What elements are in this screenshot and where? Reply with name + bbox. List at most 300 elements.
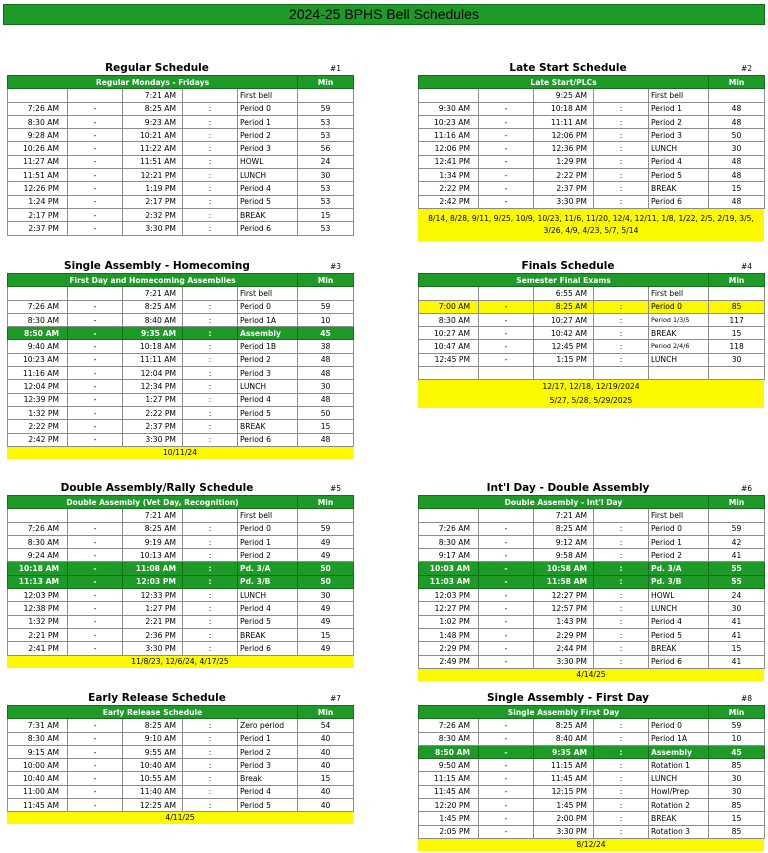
period-name: First bell	[238, 509, 298, 522]
period-name: Period 4	[238, 393, 298, 406]
colon-separator: :	[594, 195, 649, 208]
start-time: 12:03 PM	[419, 589, 479, 602]
period-minutes: 85	[709, 799, 765, 812]
dash-separator: -	[479, 313, 534, 326]
schedule-row	[8, 433, 354, 446]
dash-separator: -	[68, 129, 123, 142]
period-minutes: 59	[709, 522, 765, 535]
period-minutes: 59	[298, 300, 354, 313]
min-column-header: Min	[709, 496, 765, 509]
period-name: Period 4	[649, 615, 709, 628]
period-name: Rotation 2	[649, 799, 709, 812]
colon-separator: :	[183, 367, 238, 380]
period-minutes: 85	[709, 759, 765, 772]
dash-separator	[479, 509, 534, 522]
schedule-subheader-row	[8, 496, 354, 509]
end-time: 1:27 PM	[123, 602, 183, 615]
end-time: 3:30 PM	[123, 222, 183, 235]
end-time: 12:57 PM	[534, 602, 594, 615]
period-name: Rotation 1	[649, 759, 709, 772]
period-name: Period 4	[238, 182, 298, 195]
end-time: 2:00 PM	[534, 812, 594, 825]
colon-separator: :	[183, 169, 238, 182]
start-time	[8, 509, 68, 522]
schedule-row	[8, 759, 354, 772]
end-time: 12:36 PM	[534, 142, 594, 155]
schedule-header	[7, 691, 353, 705]
start-time: 2:42 PM	[419, 195, 479, 208]
start-time: 12:06 PM	[419, 142, 479, 155]
period-minutes: 85	[709, 825, 765, 838]
dash-separator: -	[479, 589, 534, 602]
end-time: 11:58 AM	[534, 575, 594, 588]
end-time: 12:45 PM	[534, 340, 594, 353]
colon-separator: :	[183, 208, 238, 221]
start-time: 12:39 PM	[8, 393, 68, 406]
schedule-row	[419, 549, 765, 562]
schedule-row	[419, 155, 765, 168]
schedule-subheader-row	[419, 496, 765, 509]
period-minutes: 30	[709, 602, 765, 615]
schedule-row	[8, 522, 354, 535]
dash-separator: -	[68, 300, 123, 313]
period-minutes	[298, 509, 354, 522]
start-time: 2:21 PM	[8, 628, 68, 641]
period-name: Period 2	[649, 549, 709, 562]
dash-separator: -	[68, 340, 123, 353]
schedule-dates-note: 12/17, 12/18, 12/19/2024	[418, 380, 764, 394]
dash-separator: -	[68, 155, 123, 168]
period-name: LUNCH	[649, 353, 709, 366]
period-minutes: 85	[709, 300, 765, 313]
period-name: Period 4	[238, 602, 298, 615]
schedule-block	[418, 259, 764, 408]
period-name: Period 1A	[649, 732, 709, 745]
schedule-row	[8, 420, 354, 433]
colon-separator: :	[183, 313, 238, 326]
period-minutes: 54	[298, 719, 354, 732]
period-name: Period 1	[238, 732, 298, 745]
start-time: 7:26 AM	[8, 522, 68, 535]
start-time: 11:45 AM	[419, 785, 479, 798]
colon-separator: :	[183, 549, 238, 562]
schedule-row	[8, 222, 354, 235]
end-time: 12:27 PM	[534, 589, 594, 602]
min-column-header: Min	[298, 274, 354, 287]
period-minutes: 48	[709, 195, 765, 208]
end-time: 10:40 AM	[123, 759, 183, 772]
dash-separator: -	[479, 628, 534, 641]
schedule-title: Single Assembly - First Day	[486, 692, 650, 704]
colon-separator: :	[183, 102, 238, 115]
colon-separator: :	[183, 115, 238, 128]
schedule-row	[419, 745, 765, 758]
period-name: First bell	[649, 509, 709, 522]
period-name: Period 1A	[238, 313, 298, 326]
period-name: Period 3	[238, 367, 298, 380]
start-time: 11:27 AM	[8, 155, 68, 168]
end-time: 1:19 PM	[123, 182, 183, 195]
schedule-row	[419, 287, 765, 300]
period-name: Period 0	[649, 719, 709, 732]
dash-separator: -	[479, 655, 534, 668]
schedule-row	[8, 155, 354, 168]
end-time: 2:44 PM	[534, 642, 594, 655]
start-time: 11:45 AM	[8, 799, 68, 812]
period-minutes: 42	[709, 535, 765, 548]
start-time: 7:26 AM	[8, 300, 68, 313]
schedule-row	[419, 825, 765, 838]
schedule-table	[418, 495, 765, 669]
period-minutes: 41	[709, 655, 765, 668]
period-minutes: 15	[709, 182, 765, 195]
schedule-row	[419, 732, 765, 745]
period-minutes: 15	[298, 208, 354, 221]
schedule-table	[418, 75, 765, 209]
schedule-row	[419, 655, 765, 668]
dash-separator: -	[68, 169, 123, 182]
period-minutes: 59	[298, 522, 354, 535]
dash-separator: -	[479, 327, 534, 340]
colon-separator: :	[183, 589, 238, 602]
schedule-row	[8, 195, 354, 208]
schedule-row	[419, 785, 765, 798]
colon-separator: :	[183, 732, 238, 745]
dash-separator: -	[68, 759, 123, 772]
dash-separator: -	[479, 745, 534, 758]
colon-separator: :	[183, 406, 238, 419]
schedule-dates-note: 4/14/25	[418, 669, 764, 681]
start-time: 11:15 AM	[419, 772, 479, 785]
colon-separator: :	[594, 655, 649, 668]
colon-separator	[594, 509, 649, 522]
schedule-row	[8, 353, 354, 366]
start-time: 1:48 PM	[419, 628, 479, 641]
colon-separator: :	[594, 340, 649, 353]
end-time: 11:22 AM	[123, 142, 183, 155]
start-time: 7:31 AM	[8, 719, 68, 732]
colon-separator: :	[594, 300, 649, 313]
dash-separator: -	[68, 642, 123, 655]
period-name: LUNCH	[649, 602, 709, 615]
period-name: Period 3	[238, 759, 298, 772]
end-time: 2:36 PM	[123, 628, 183, 641]
schedule-subheader: Late Start/PLCs	[419, 76, 709, 89]
end-time: 3:30 PM	[534, 655, 594, 668]
schedule-title: Finals Schedule	[521, 260, 615, 272]
colon-separator: :	[594, 772, 649, 785]
schedule-title: Early Release Schedule	[88, 692, 226, 704]
schedule-row	[8, 129, 354, 142]
start-time: 1:32 PM	[8, 406, 68, 419]
colon-separator: :	[594, 719, 649, 732]
end-time: 9:23 AM	[123, 115, 183, 128]
schedule-dates-note: 8/12/24	[418, 839, 764, 851]
period-minutes: 45	[298, 327, 354, 340]
schedule-row	[419, 812, 765, 825]
start-time: 10:18 AM	[8, 562, 68, 575]
schedule-subheader-row	[419, 706, 765, 719]
period-name: BREAK	[649, 642, 709, 655]
period-minutes: 30	[298, 169, 354, 182]
schedule-row	[8, 340, 354, 353]
start-time: 8:50 AM	[419, 745, 479, 758]
schedule-row	[8, 393, 354, 406]
period-minutes: 48	[298, 393, 354, 406]
start-time: 9:40 AM	[8, 340, 68, 353]
colon-separator: :	[594, 825, 649, 838]
schedule-row	[419, 759, 765, 772]
period-minutes: 117	[709, 313, 765, 326]
period-minutes: 40	[298, 785, 354, 798]
period-name: Rotation 3	[649, 825, 709, 838]
schedule-row	[419, 102, 765, 115]
end-time: 2:22 PM	[123, 406, 183, 419]
dash-separator: -	[479, 115, 534, 128]
colon-separator: :	[183, 433, 238, 446]
end-time: 10:21 AM	[123, 129, 183, 142]
colon-separator: :	[183, 772, 238, 785]
period-name: Period 1	[649, 535, 709, 548]
period-name: LUNCH	[649, 772, 709, 785]
period-name: Period 0	[649, 522, 709, 535]
end-time: 12:25 AM	[123, 799, 183, 812]
end-time: 7:21 AM	[123, 509, 183, 522]
colon-separator: :	[183, 195, 238, 208]
start-time: 11:51 AM	[8, 169, 68, 182]
end-time: 1:45 PM	[534, 799, 594, 812]
start-time: 10:40 AM	[8, 772, 68, 785]
schedule-number: #3	[329, 262, 341, 271]
period-name: BREAK	[238, 628, 298, 641]
colon-separator	[594, 287, 649, 300]
period-name: Period 2/4/6	[649, 340, 709, 353]
schedule-row	[8, 785, 354, 798]
schedule-row	[8, 367, 354, 380]
schedule-row	[8, 719, 354, 732]
colon-separator: :	[183, 353, 238, 366]
start-time: 12:04 PM	[8, 380, 68, 393]
dash-separator: -	[479, 772, 534, 785]
dash-separator: -	[479, 812, 534, 825]
end-time	[534, 367, 594, 380]
end-time: 9:25 AM	[534, 89, 594, 102]
schedule-block	[7, 481, 353, 668]
period-minutes: 10	[709, 732, 765, 745]
colon-separator: :	[594, 115, 649, 128]
period-minutes: 45	[709, 745, 765, 758]
period-name: Break	[238, 772, 298, 785]
colon-separator: :	[183, 340, 238, 353]
schedule-title: Double Assembly/Rally Schedule	[60, 482, 254, 494]
schedule-row	[8, 313, 354, 326]
colon-separator	[183, 509, 238, 522]
schedule-dates-note: 5/27, 5/28, 5/29/2025	[418, 394, 764, 408]
period-minutes: 15	[298, 628, 354, 641]
colon-separator: :	[183, 615, 238, 628]
period-name: BREAK	[649, 182, 709, 195]
period-minutes: 53	[298, 182, 354, 195]
schedule-row	[419, 367, 765, 380]
dash-separator: -	[68, 785, 123, 798]
start-time: 11:03 AM	[419, 575, 479, 588]
schedule-number: #5	[329, 484, 341, 493]
schedule-table	[418, 705, 765, 839]
colon-separator: :	[594, 812, 649, 825]
dash-separator: -	[479, 300, 534, 313]
schedule-row	[419, 575, 765, 588]
dash-separator: -	[68, 222, 123, 235]
schedule-row	[8, 732, 354, 745]
start-time: 11:13 AM	[8, 575, 68, 588]
period-minutes: 48	[709, 155, 765, 168]
start-time: 1:34 PM	[419, 169, 479, 182]
colon-separator: :	[594, 732, 649, 745]
schedule-subheader-row	[419, 76, 765, 89]
colon-separator: :	[183, 628, 238, 641]
start-time: 7:00 AM	[419, 300, 479, 313]
schedule-row	[8, 287, 354, 300]
period-name: Period 1B	[238, 340, 298, 353]
colon-separator: :	[594, 759, 649, 772]
period-minutes: 48	[709, 169, 765, 182]
schedule-row	[419, 642, 765, 655]
schedule-number: #7	[329, 694, 341, 703]
period-name	[649, 367, 709, 380]
schedule-number: #1	[329, 64, 341, 73]
dash-separator	[68, 89, 123, 102]
start-time: 8:30 AM	[419, 732, 479, 745]
period-minutes: 53	[298, 115, 354, 128]
end-time: 10:13 AM	[123, 549, 183, 562]
schedule-row	[419, 602, 765, 615]
schedule-row	[419, 628, 765, 641]
period-minutes: 50	[298, 575, 354, 588]
period-minutes: 40	[298, 799, 354, 812]
start-time	[419, 89, 479, 102]
dash-separator: -	[68, 535, 123, 548]
period-minutes: 48	[709, 115, 765, 128]
colon-separator: :	[183, 745, 238, 758]
end-time: 10:18 AM	[534, 102, 594, 115]
end-time: 3:30 PM	[534, 825, 594, 838]
schedule-row	[8, 327, 354, 340]
schedule-row	[8, 772, 354, 785]
schedule-subheader-row	[8, 706, 354, 719]
period-name: LUNCH	[238, 169, 298, 182]
colon-separator	[594, 89, 649, 102]
schedule-row	[419, 509, 765, 522]
colon-separator: :	[594, 615, 649, 628]
period-minutes	[298, 287, 354, 300]
period-name: First bell	[238, 287, 298, 300]
period-name: Period 3	[238, 142, 298, 155]
schedule-title: Late Start Schedule	[509, 62, 627, 74]
period-minutes	[709, 89, 765, 102]
min-column-header: Min	[709, 706, 765, 719]
colon-separator	[183, 287, 238, 300]
period-minutes	[709, 287, 765, 300]
dash-separator: -	[479, 575, 534, 588]
schedule-row	[419, 719, 765, 732]
schedule-title: Regular Schedule	[105, 62, 209, 74]
dash-separator: -	[68, 602, 123, 615]
dash-separator: -	[479, 785, 534, 798]
schedule-row	[419, 562, 765, 575]
start-time: 8:30 AM	[419, 535, 479, 548]
period-minutes: 15	[709, 642, 765, 655]
colon-separator: :	[594, 142, 649, 155]
schedule-table	[7, 495, 354, 656]
schedule-block	[7, 691, 353, 824]
dash-separator	[479, 287, 534, 300]
schedule-row	[8, 575, 354, 588]
period-name: LUNCH	[238, 589, 298, 602]
page-title: 2024-25 BPHS Bell Schedules	[3, 4, 765, 25]
period-name: Period 1	[649, 102, 709, 115]
start-time: 9:50 AM	[419, 759, 479, 772]
period-name: Period 0	[238, 522, 298, 535]
start-time: 10:23 AM	[419, 115, 479, 128]
colon-separator: :	[183, 799, 238, 812]
schedule-subheader: First Day and Homecoming Assemblies	[8, 274, 298, 287]
start-time: 9:28 AM	[8, 129, 68, 142]
schedule-row	[8, 549, 354, 562]
colon-separator: :	[594, 313, 649, 326]
start-time: 1:02 PM	[419, 615, 479, 628]
end-time: 8:25 AM	[534, 719, 594, 732]
period-name: Assembly	[649, 745, 709, 758]
schedule-row	[419, 195, 765, 208]
start-time: 12:27 PM	[419, 602, 479, 615]
period-name: Period 6	[649, 655, 709, 668]
dash-separator: -	[479, 602, 534, 615]
end-time: 3:30 PM	[123, 642, 183, 655]
dash-separator: -	[68, 522, 123, 535]
dash-separator: -	[479, 182, 534, 195]
period-minutes: 48	[709, 102, 765, 115]
schedule-row	[419, 535, 765, 548]
period-name: Period 6	[238, 642, 298, 655]
period-name: Period 5	[238, 195, 298, 208]
start-time: 2:22 PM	[8, 420, 68, 433]
dash-separator: -	[68, 420, 123, 433]
end-time: 12:21 PM	[123, 169, 183, 182]
period-minutes: 49	[298, 602, 354, 615]
schedule-row	[419, 182, 765, 195]
schedule-row	[8, 142, 354, 155]
schedule-dates-note: 8/14, 8/28, 9/11, 9/25, 10/9, 10/23, 11/6, 11/20, 12/4, 12/11, 1/8, 1/22, 2/5, 2/19, 3/5, 3/26, 4/9, 4/23, 5/7, 5/14	[418, 209, 764, 241]
schedule-row	[419, 129, 765, 142]
min-column-header: Min	[298, 76, 354, 89]
end-time: 12:33 PM	[123, 589, 183, 602]
schedule-row	[8, 89, 354, 102]
schedule-row	[419, 799, 765, 812]
dash-separator: -	[68, 380, 123, 393]
colon-separator: :	[594, 628, 649, 641]
schedule-row	[419, 89, 765, 102]
period-minutes: 40	[298, 745, 354, 758]
end-time: 3:30 PM	[534, 195, 594, 208]
period-minutes: 15	[709, 327, 765, 340]
end-time: 2:21 PM	[123, 615, 183, 628]
period-name: Assembly	[238, 327, 298, 340]
end-time: 3:30 PM	[123, 433, 183, 446]
start-time: 7:26 AM	[419, 719, 479, 732]
start-time	[419, 287, 479, 300]
period-name: Period 2	[649, 115, 709, 128]
dash-separator: -	[68, 313, 123, 326]
